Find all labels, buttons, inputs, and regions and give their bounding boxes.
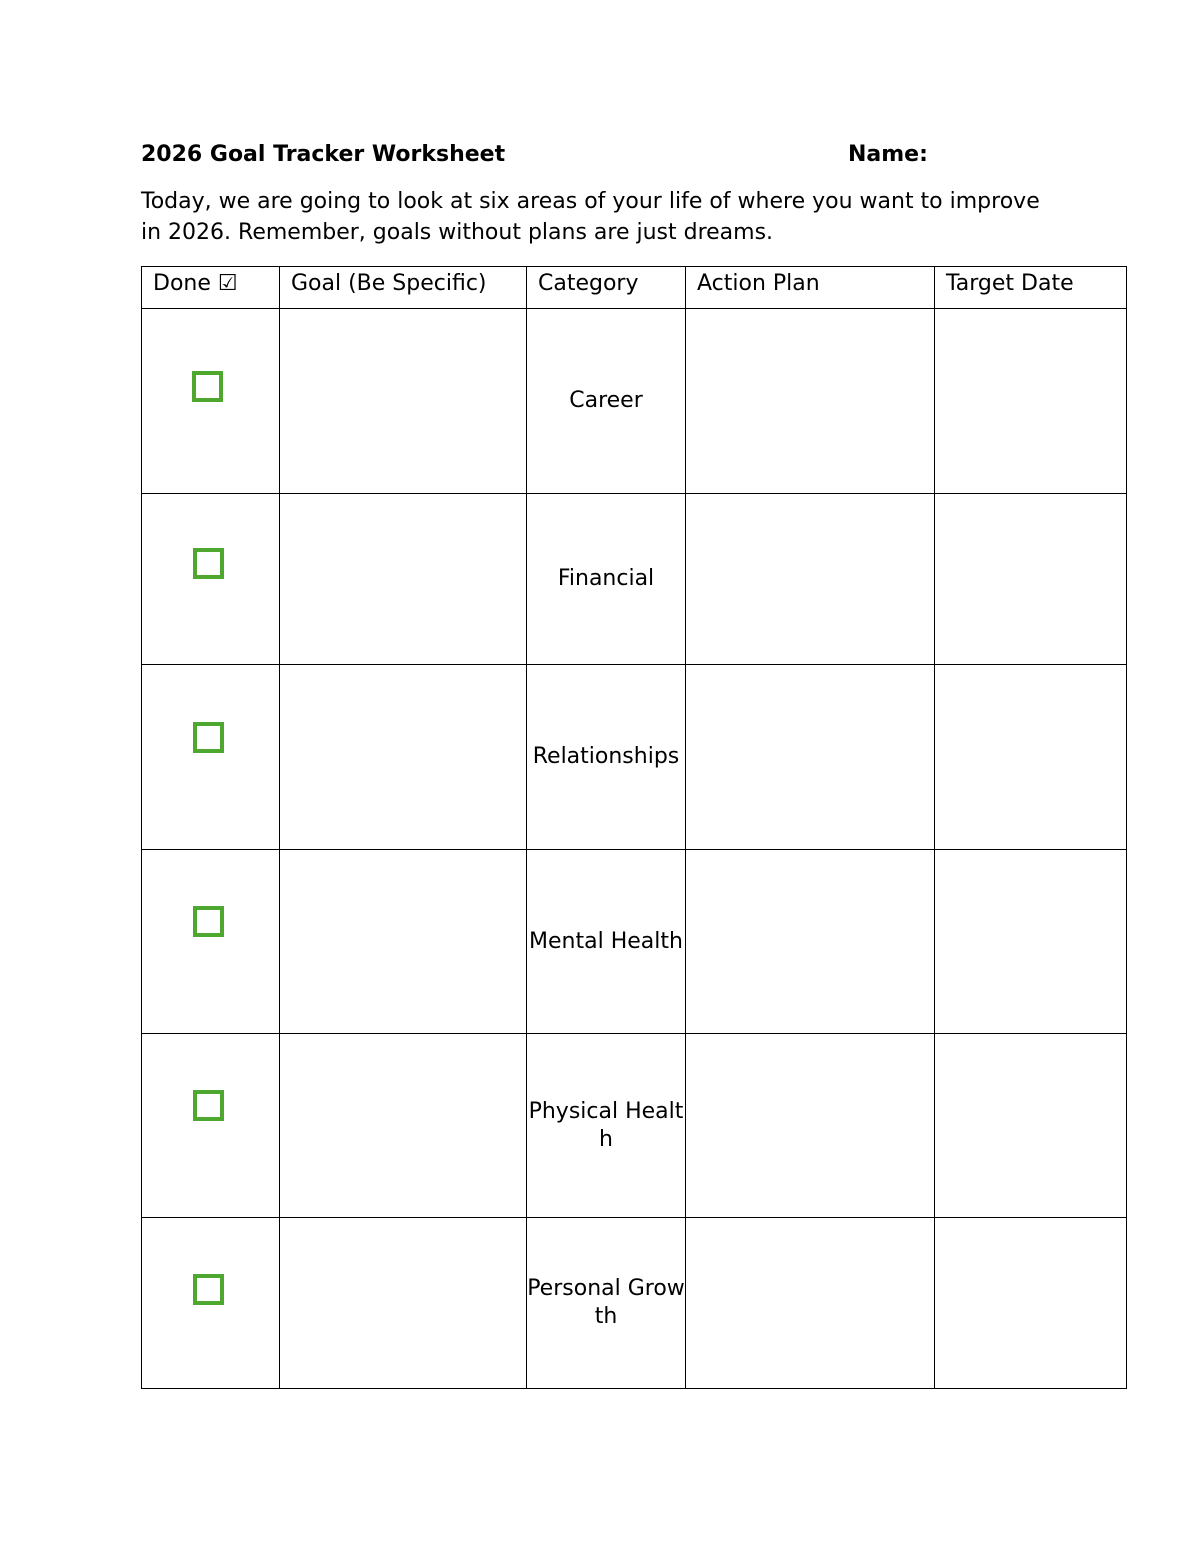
done-cell — [142, 850, 280, 1034]
done-cell — [142, 494, 280, 665]
goal-cell[interactable] — [280, 850, 527, 1034]
goal-cell[interactable] — [280, 1218, 527, 1389]
column-header-target-date: Target Date — [935, 267, 1127, 309]
table-header-row — [142, 267, 1127, 309]
category-cell: Mental Health — [527, 850, 686, 1034]
action-plan-cell[interactable] — [686, 665, 935, 850]
checkbox-icon[interactable] — [192, 371, 223, 402]
target-date-cell[interactable] — [935, 1034, 1127, 1218]
table-row — [142, 494, 1127, 665]
checkbox-icon[interactable] — [193, 548, 224, 579]
done-cell — [142, 309, 280, 494]
category-cell: Physical Health — [527, 1034, 686, 1218]
action-plan-cell[interactable] — [686, 494, 935, 665]
done-cell — [142, 665, 280, 850]
name-label: Name: — [848, 142, 928, 167]
table-row — [142, 1034, 1127, 1218]
intro-text: Today, we are going to look at six areas of your life of where you want to improve in 2026. Remember, goals without plans are just dreams. — [141, 189, 1040, 245]
column-header-done: Done ☑ — [142, 267, 280, 309]
column-header-category: Category — [527, 267, 686, 309]
goal-cell[interactable] — [280, 665, 527, 850]
goal-cell[interactable] — [280, 1034, 527, 1218]
table-row — [142, 1218, 1127, 1389]
column-header-goal: Goal (Be Specific) — [280, 267, 527, 309]
column-header-action-plan: Action Plan — [686, 267, 935, 309]
table-row — [142, 309, 1127, 494]
done-cell — [142, 1218, 280, 1389]
goal-cell[interactable] — [280, 494, 527, 665]
action-plan-cell[interactable] — [686, 309, 935, 494]
checkbox-icon[interactable] — [193, 1274, 224, 1305]
table-row — [142, 850, 1127, 1034]
target-date-cell[interactable] — [935, 309, 1127, 494]
checkbox-icon[interactable] — [193, 722, 224, 753]
done-cell — [142, 1034, 280, 1218]
category-cell: Relationships — [527, 665, 686, 850]
checkbox-icon[interactable] — [193, 906, 224, 937]
checkbox-icon[interactable] — [193, 1090, 224, 1121]
action-plan-cell[interactable] — [686, 1218, 935, 1389]
category-cell: Personal Growth — [527, 1218, 686, 1389]
category-cell: Career — [527, 309, 686, 494]
table-row — [142, 665, 1127, 850]
target-date-cell[interactable] — [935, 850, 1127, 1034]
goal-tracker-table — [141, 266, 1127, 1389]
goal-cell[interactable] — [280, 309, 527, 494]
target-date-cell[interactable] — [935, 1218, 1127, 1389]
action-plan-cell[interactable] — [686, 850, 935, 1034]
action-plan-cell[interactable] — [686, 1034, 935, 1218]
page-title: 2026 Goal Tracker Worksheet — [141, 142, 506, 167]
target-date-cell[interactable] — [935, 665, 1127, 850]
category-cell: Financial — [527, 494, 686, 665]
target-date-cell[interactable] — [935, 494, 1127, 665]
